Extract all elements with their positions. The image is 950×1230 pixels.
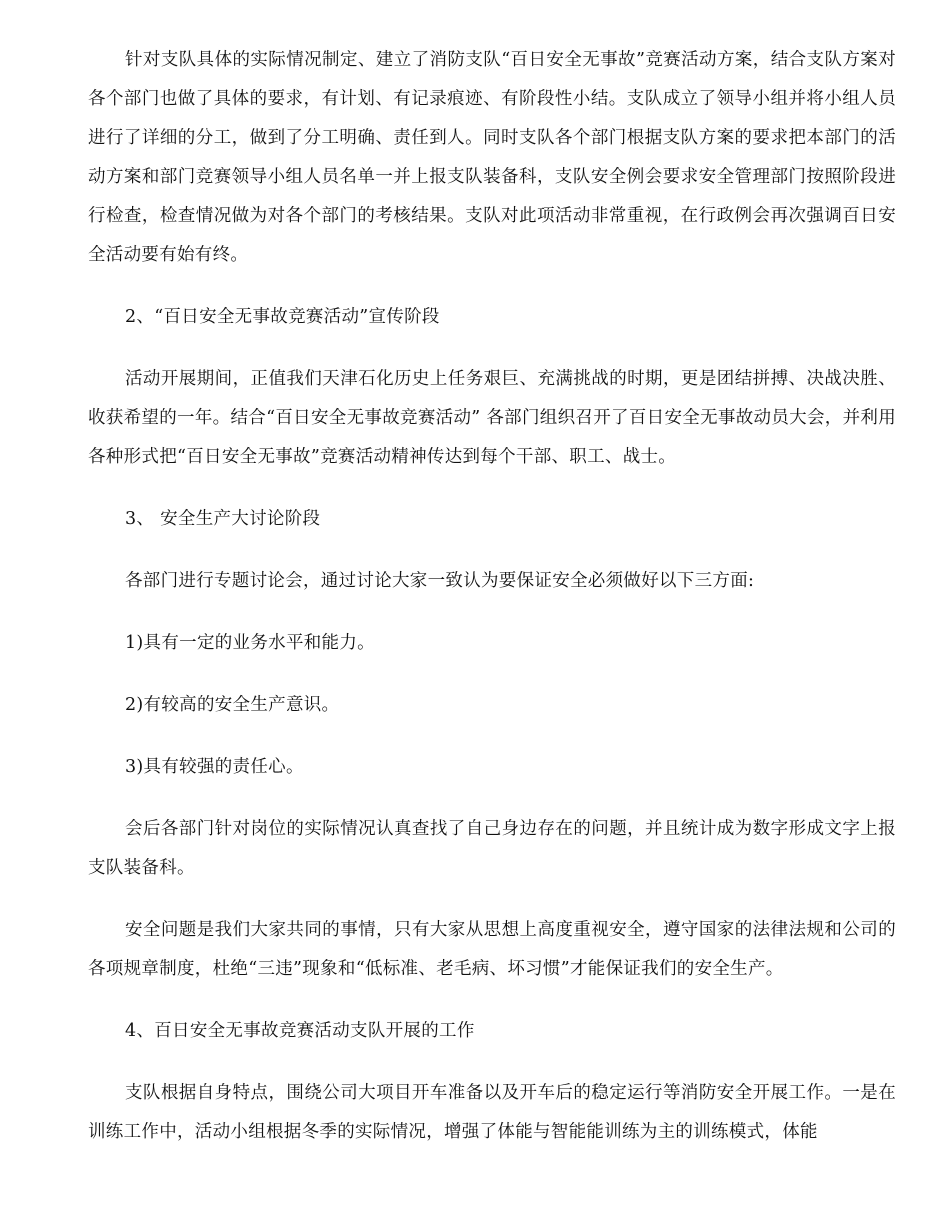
section-heading-work: 4、百日安全无事故竞赛活动支队开展的工作 bbox=[125, 1021, 475, 1041]
paragraph-work: 支队根据自身特点，围绕公司大项目开车准备以及开车后的稳定运行等消防安全开展工作。一是在训练工作中，活动小组根据冬季的实际情况，增强了体能与智能能训练为主的训练模式，体能 bbox=[88, 1083, 896, 1142]
section-heading-publicity: 2、“百日安全无事故竞赛活动”宣传阶段 bbox=[125, 307, 440, 327]
list-item-awareness: 2)有较高的安全生产意识。 bbox=[125, 695, 340, 715]
paragraph-followup: 会后各部门针对岗位的实际情况认真查找了自己身边存在的问题，并且统计成为数字形成文字上报支队装备科。 bbox=[88, 819, 896, 878]
list-item-responsibility: 3)具有较强的责任心。 bbox=[125, 757, 304, 777]
paragraph-plan-overview: 针对支队具体的实际情况制定、建立了消防支队“百日安全无事故”竞赛活动方案，结合支队方案对各个部门也做了具体的要求，有计划、有记录痕迹、有阶段性小结。支队成立了领导小组并将小组人员进行了详细的分工，做到了分工明确、责任到人。同时支队各个部门根据支队方案的要求把本部门的活动方案和部门竞赛领导小组人员名单一并上报支队装备科，支队安全例会要求安全管理部门按照阶段进行检查，检查情况做为对各个部门的考核结果。支队对此项活动非常重视，在行政例会再次强调百日安全活动要有始有终。 bbox=[88, 50, 896, 265]
paragraph-safety-shared: 安全问题是我们大家共同的事情，只有大家从思想上高度重视安全，遵守国家的法律法规和公司的各项规章制度，杜绝“三违”现象和“低标准、老毛病、坏习惯”才能保证我们的安全生产。 bbox=[88, 920, 896, 979]
paragraph-publicity: 活动开展期间，正值我们天津石化历史上任务艰巨、充满挑战的时期，更是团结拼搏、决战决胜、收获希望的一年。结合“百日安全无事故竞赛活动” 各部门组织召开了百日安全无事故动员大会，并利用各种形式把“百日安全无事故”竞赛活动精神传达到每个干部、职工、战士。 bbox=[88, 369, 896, 467]
document-page bbox=[88, 41, 896, 1175]
paragraph-discussion-intro: 各部门进行专题讨论会，通过讨论大家一致认为要保证安全必须做好以下三方面: bbox=[125, 571, 755, 591]
section-heading-discussion: 3、 安全生产大讨论阶段 bbox=[125, 509, 321, 529]
list-item-skill: 1)具有一定的业务水平和能力。 bbox=[125, 633, 375, 653]
